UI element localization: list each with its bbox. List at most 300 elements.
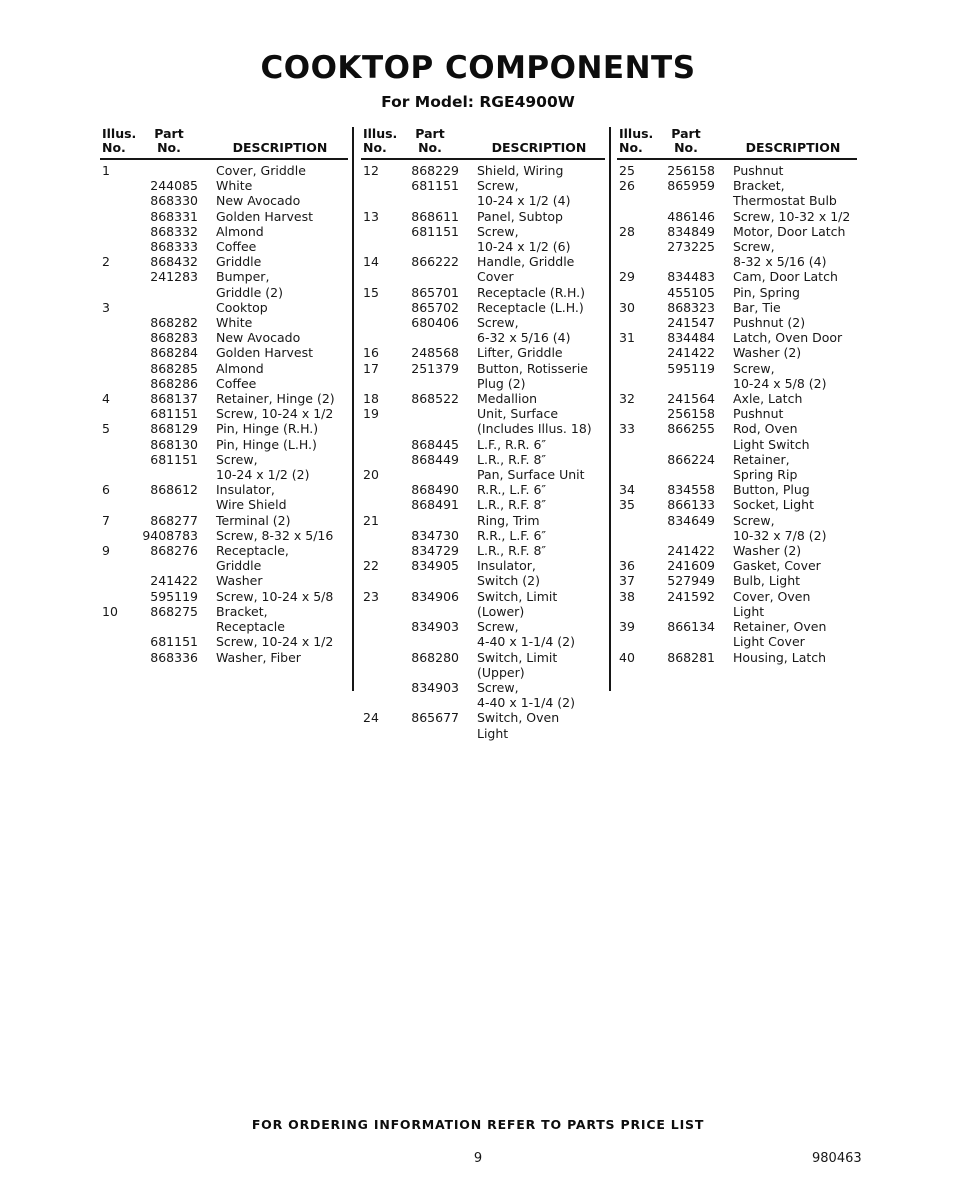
part-no-cell (657, 528, 715, 543)
description-cell: Griddle (216, 558, 262, 574)
description-cell: Switch, Limit (477, 649, 558, 665)
part-no-cell: 868229 (411, 163, 459, 178)
table-row (100, 209, 348, 224)
part-no-cell (657, 376, 715, 391)
description-cell: Insulator, (477, 558, 536, 574)
illus-no-cell: 30 (619, 299, 635, 315)
description-cell: New Avocado (216, 193, 301, 209)
description-cell: Light Cover (733, 634, 805, 650)
description-cell: Cover, Griddle (216, 163, 306, 178)
description-cell: 10-24 x 1/2 (2) (216, 467, 310, 483)
illus-no-cell (100, 376, 140, 391)
description-cell: 4-40 x 1-1/4 (2) (477, 695, 575, 711)
illus-no-cell (100, 209, 140, 224)
table-row (361, 193, 605, 208)
table-row (361, 573, 605, 588)
part-no-cell: 834484 (667, 330, 715, 346)
parts-rows (617, 163, 857, 665)
illus-no-cell (617, 315, 657, 330)
description-cell: Receptacle (L.H.) (477, 299, 584, 315)
illus-no-cell: 10 (102, 603, 118, 619)
part-no-cell: 595119 (667, 360, 715, 376)
illus-no-cell (100, 619, 140, 634)
part-no-cell: 868336 (150, 649, 198, 665)
header-illus-line1: Illus. (102, 126, 137, 141)
part-no-cell (401, 239, 459, 254)
illus-no-cell: 3 (102, 299, 110, 315)
illus-no-cell (100, 467, 140, 482)
table-row (361, 650, 605, 665)
illus-no-cell (100, 589, 140, 604)
illus-no-cell (617, 452, 657, 467)
illus-no-cell (617, 513, 657, 528)
part-no-cell: 834849 (667, 223, 715, 239)
part-no-cell: 680406 (411, 315, 459, 331)
description-cell: Ring, Trim (477, 512, 540, 528)
description-cell: Light (477, 725, 509, 741)
table-row (361, 254, 605, 269)
part-no-cell: 868276 (150, 543, 198, 559)
description-cell: Pan, Surface Unit (477, 467, 585, 483)
table-row (361, 224, 605, 239)
table-row (617, 437, 857, 452)
table-row (100, 391, 348, 406)
part-no-cell: 248568 (411, 345, 459, 361)
header-rule (617, 158, 857, 160)
part-no-cell (401, 269, 459, 284)
table-row (100, 315, 348, 330)
table-row (617, 573, 857, 588)
table-row (361, 300, 605, 315)
table-row (617, 543, 857, 558)
table-row (100, 619, 348, 634)
table-row (100, 361, 348, 376)
part-no-cell: 868284 (150, 345, 198, 361)
part-no-cell: 241422 (667, 345, 715, 361)
illus-no-cell: 25 (619, 163, 635, 178)
illus-no-cell: 13 (363, 208, 379, 224)
part-no-cell: 241283 (150, 269, 198, 285)
part-no-cell: 834649 (667, 512, 715, 528)
illus-no-cell (617, 604, 657, 619)
description-cell: Bracket, (216, 603, 268, 619)
part-no-cell: 595119 (150, 588, 198, 604)
illus-no-cell: 22 (363, 558, 379, 574)
description-cell: White (216, 178, 253, 194)
header-part-line2: No. (418, 140, 442, 155)
table-row (361, 163, 605, 178)
illus-no-cell (361, 726, 401, 741)
description-cell: Terminal (2) (216, 512, 291, 528)
part-no-cell (657, 634, 715, 649)
illus-no-cell (361, 573, 401, 588)
part-no-cell: 834483 (667, 269, 715, 285)
description-cell: Griddle (216, 254, 262, 270)
part-no-cell: 681151 (150, 451, 198, 467)
description-cell: Retainer, Oven (733, 619, 827, 635)
illus-no-cell (100, 315, 140, 330)
table-row (617, 254, 857, 269)
illus-no-cell (617, 345, 657, 360)
page-title: COOKTOP COMPONENTS (260, 50, 696, 86)
description-cell: Pushnut (2) (733, 315, 806, 331)
description-cell: Receptacle (R.H.) (477, 284, 586, 300)
description-cell: Pushnut (733, 163, 784, 178)
illus-no-cell: 35 (619, 497, 635, 513)
description-cell: Light (733, 603, 765, 619)
header-description: DESCRIPTION (232, 140, 328, 155)
header-part-line1: Part (415, 126, 445, 141)
header-illus-line2: No. (102, 140, 126, 155)
description-cell: Pushnut (733, 406, 784, 422)
header-rule (361, 158, 605, 160)
part-no-cell (657, 437, 715, 452)
table-row (100, 573, 348, 588)
illus-no-cell (361, 452, 401, 467)
part-no-cell (401, 376, 459, 391)
header-illus-line1: Illus. (363, 126, 398, 141)
parts-column-3 (617, 127, 857, 665)
part-no-cell: 241609 (667, 558, 715, 574)
description-cell: Rod, Oven (733, 421, 798, 437)
part-no-cell: 868137 (150, 391, 198, 407)
description-cell: Plug (2) (477, 375, 526, 391)
table-row (361, 269, 605, 284)
description-cell: Panel, Subtop (477, 208, 563, 224)
table-row (617, 634, 857, 649)
illus-no-cell (361, 437, 401, 452)
description-cell: Motor, Door Latch (733, 223, 846, 239)
part-no-cell: 865677 (411, 710, 459, 726)
illus-no-cell (361, 178, 401, 193)
description-cell: Screw, (733, 360, 775, 376)
illus-no-cell (617, 254, 657, 269)
table-row (100, 239, 348, 254)
illus-no-cell (361, 619, 401, 634)
column-divider-right (609, 127, 611, 691)
description-cell: Retainer, Hinge (2) (216, 391, 335, 407)
table-row (361, 589, 605, 604)
description-cell: R.R., L.F. 6″ (477, 482, 547, 498)
illus-no-cell (100, 406, 140, 421)
illus-no-cell (361, 634, 401, 649)
header-illus-no (100, 127, 140, 155)
description-cell: Pin, Spring (733, 284, 800, 300)
illus-no-cell (361, 695, 401, 710)
table-row (100, 528, 348, 543)
illus-no-cell (361, 376, 401, 391)
illus-no-cell (361, 330, 401, 345)
table-row (361, 209, 605, 224)
description-cell: Bracket, (733, 178, 785, 194)
part-no-cell: 244085 (150, 178, 198, 194)
table-row (100, 497, 348, 512)
illus-no-cell (100, 528, 140, 543)
part-no-cell: 868130 (150, 436, 198, 452)
header-description: DESCRIPTION (491, 140, 587, 155)
description-cell: Coffee (216, 239, 257, 255)
table-row (361, 528, 605, 543)
table-row (100, 285, 348, 300)
part-no-cell (657, 467, 715, 482)
description-cell: 10-24 x 5/8 (2) (733, 375, 827, 391)
illus-no-cell (361, 650, 401, 665)
header-illus-no (361, 127, 401, 155)
illus-no-cell: 15 (363, 284, 379, 300)
illus-no-cell (361, 497, 401, 512)
table-row (361, 482, 605, 497)
description-cell: Switch, Oven (477, 710, 560, 726)
description-cell: White (216, 315, 253, 331)
table-row (100, 558, 348, 573)
description-cell: 10-24 x 1/2 (4) (477, 193, 571, 209)
header-part-line2: No. (157, 140, 181, 155)
table-row (100, 604, 348, 619)
part-no-cell: 868281 (667, 649, 715, 665)
table-row (100, 345, 348, 360)
description-cell: L.R., R.F. 8″ (477, 451, 547, 467)
table-row (100, 406, 348, 421)
part-no-cell: 868332 (150, 223, 198, 239)
part-no-cell (657, 193, 715, 208)
description-cell: (Lower) (477, 603, 525, 619)
description-cell: Shield, Wiring (477, 163, 564, 178)
table-row (617, 650, 857, 665)
illus-no-cell: 2 (102, 254, 110, 270)
illus-no-cell (617, 528, 657, 543)
description-cell: Screw, (477, 679, 519, 695)
table-row (617, 391, 857, 406)
illus-no-cell: 40 (619, 649, 635, 665)
illus-no-cell: 37 (619, 573, 635, 589)
table-row (361, 710, 605, 725)
illus-no-cell (100, 634, 140, 649)
description-cell: Washer (216, 573, 263, 589)
parts-rows (361, 163, 605, 741)
table-row (361, 619, 605, 634)
illus-no-cell: 6 (102, 482, 110, 498)
description-cell: Cover, Oven (733, 588, 811, 604)
illus-no-cell (361, 665, 401, 680)
table-row (100, 467, 348, 482)
table-row (100, 482, 348, 497)
illus-no-cell: 20 (363, 467, 379, 483)
column-header (617, 127, 857, 155)
description-cell: Screw, 10-24 x 5/8 (216, 588, 334, 604)
table-row (100, 513, 348, 528)
illus-no-cell (617, 239, 657, 254)
illus-no-cell: 38 (619, 588, 635, 604)
description-cell: Almond (216, 360, 264, 376)
table-row (361, 391, 605, 406)
table-row (361, 680, 605, 695)
illus-no-cell (617, 193, 657, 208)
table-row (100, 254, 348, 269)
illus-no-cell (100, 650, 140, 665)
table-row (617, 482, 857, 497)
part-no-cell (401, 665, 459, 680)
parts-rows (100, 163, 348, 665)
description-cell: Griddle (2) (216, 284, 284, 300)
part-no-cell (401, 695, 459, 710)
table-row (100, 376, 348, 391)
part-no-cell: 834558 (667, 482, 715, 498)
part-no-cell: 9408783 (142, 527, 198, 543)
description-cell: L.R., R.F. 8″ (477, 497, 547, 513)
part-no-cell: 834903 (411, 679, 459, 695)
part-no-cell: 273225 (667, 239, 715, 255)
illus-no-cell (617, 406, 657, 421)
illus-no-cell (100, 239, 140, 254)
table-row (100, 330, 348, 345)
table-row (361, 437, 605, 452)
illus-no-cell (100, 178, 140, 193)
description-cell: Lifter, Griddle (477, 345, 563, 361)
table-row (361, 467, 605, 482)
table-row (100, 224, 348, 239)
description-cell: Switch, Limit (477, 588, 558, 604)
table-row (361, 604, 605, 619)
illus-no-cell: 31 (619, 330, 635, 346)
table-row (361, 558, 605, 573)
header-part-no (401, 127, 459, 155)
table-row (361, 421, 605, 436)
description-cell: Receptacle, (216, 543, 289, 559)
illus-no-cell (361, 482, 401, 497)
part-no-cell (657, 254, 715, 269)
description-cell: Unit, Surface (477, 406, 559, 422)
part-no-cell (657, 604, 715, 619)
part-no-cell: 868491 (411, 497, 459, 513)
table-row (617, 406, 857, 421)
description-cell: Housing, Latch (733, 649, 827, 665)
part-no-cell (401, 467, 459, 482)
description-cell: Screw, (477, 315, 519, 331)
description-cell: 10-32 x 7/8 (2) (733, 527, 827, 543)
illus-no-cell: 33 (619, 421, 635, 437)
table-row (361, 345, 605, 360)
table-row (361, 285, 605, 300)
description-cell: New Avocado (216, 330, 301, 346)
part-no-cell: 868330 (150, 193, 198, 209)
illus-no-cell: 1 (102, 163, 110, 178)
part-no-cell: 241422 (667, 543, 715, 559)
description-cell: Pin, Hinge (L.H.) (216, 436, 317, 452)
description-cell: L.R., R.F. 8″ (477, 543, 547, 559)
illus-no-cell (100, 437, 140, 452)
column-divider-left (352, 127, 354, 691)
illus-no-cell (100, 573, 140, 588)
table-row (617, 269, 857, 284)
table-row (617, 163, 857, 178)
illus-no-cell (361, 604, 401, 619)
table-row (617, 209, 857, 224)
table-row (100, 650, 348, 665)
part-no-cell: 868522 (411, 391, 459, 407)
illus-no-cell: 16 (363, 345, 379, 361)
illus-no-cell: 24 (363, 710, 379, 726)
part-no-cell: 868282 (150, 315, 198, 331)
part-no-cell (140, 285, 198, 300)
table-row (361, 452, 605, 467)
description-cell: Screw, 10-24 x 1/2 (216, 406, 334, 422)
description-cell: Pin, Hinge (R.H.) (216, 421, 319, 437)
illus-no-cell (361, 543, 401, 558)
illus-no-cell (100, 558, 140, 573)
illus-no-cell (361, 528, 401, 543)
header-part-no (657, 127, 715, 155)
illus-no-cell (617, 634, 657, 649)
table-row (617, 361, 857, 376)
page-number: 9 (473, 1151, 483, 1166)
description-cell: Golden Harvest (216, 345, 314, 361)
part-no-cell: 868285 (150, 360, 198, 376)
illus-no-cell: 5 (102, 421, 110, 437)
illus-no-cell (100, 497, 140, 512)
table-row (100, 437, 348, 452)
illus-no-cell (100, 345, 140, 360)
description-cell: (Includes Illus. 18) (477, 421, 592, 437)
part-no-cell: 866224 (667, 451, 715, 467)
description-cell: Screw, 8-32 x 5/16 (216, 527, 334, 543)
part-no-cell: 866133 (667, 497, 715, 513)
illus-no-cell: 18 (363, 391, 379, 407)
illus-no-cell: 34 (619, 482, 635, 498)
illus-no-cell (361, 315, 401, 330)
table-row (361, 406, 605, 421)
part-no-cell: 868280 (411, 649, 459, 665)
part-no-cell: 868432 (150, 254, 198, 270)
table-row (100, 269, 348, 284)
table-row (361, 330, 605, 345)
part-no-cell (401, 726, 459, 741)
illus-no-cell (361, 269, 401, 284)
illus-no-cell (617, 437, 657, 452)
header-illus-line1: Illus. (619, 126, 654, 141)
illus-no-cell (100, 452, 140, 467)
table-row (100, 178, 348, 193)
table-row (100, 634, 348, 649)
part-no-cell: 527949 (667, 573, 715, 589)
part-no-cell (140, 300, 198, 315)
illus-no-cell (361, 239, 401, 254)
part-no-cell: 866134 (667, 619, 715, 635)
header-part-no (140, 127, 198, 155)
table-row (361, 361, 605, 376)
description-cell: Cam, Door Latch (733, 269, 838, 285)
description-cell: Handle, Griddle (477, 254, 575, 270)
description-cell: 8-32 x 5/16 (4) (733, 254, 827, 270)
part-no-cell (401, 406, 459, 421)
description-cell: Spring Rip (733, 467, 798, 483)
part-no-cell: 868490 (411, 482, 459, 498)
illus-no-cell: 4 (102, 391, 110, 407)
illus-no-cell (361, 680, 401, 695)
table-row (361, 543, 605, 558)
table-row (617, 300, 857, 315)
table-row (617, 528, 857, 543)
part-no-cell: 681151 (411, 178, 459, 194)
part-no-cell: 834905 (411, 558, 459, 574)
table-row (617, 452, 857, 467)
part-no-cell: 868612 (150, 482, 198, 498)
part-no-cell (140, 558, 198, 573)
description-cell: Screw, 10-24 x 1/2 (216, 634, 334, 650)
part-no-cell (401, 604, 459, 619)
illus-no-cell: 26 (619, 178, 635, 194)
table-row (361, 178, 605, 193)
part-no-cell: 256158 (667, 406, 715, 422)
